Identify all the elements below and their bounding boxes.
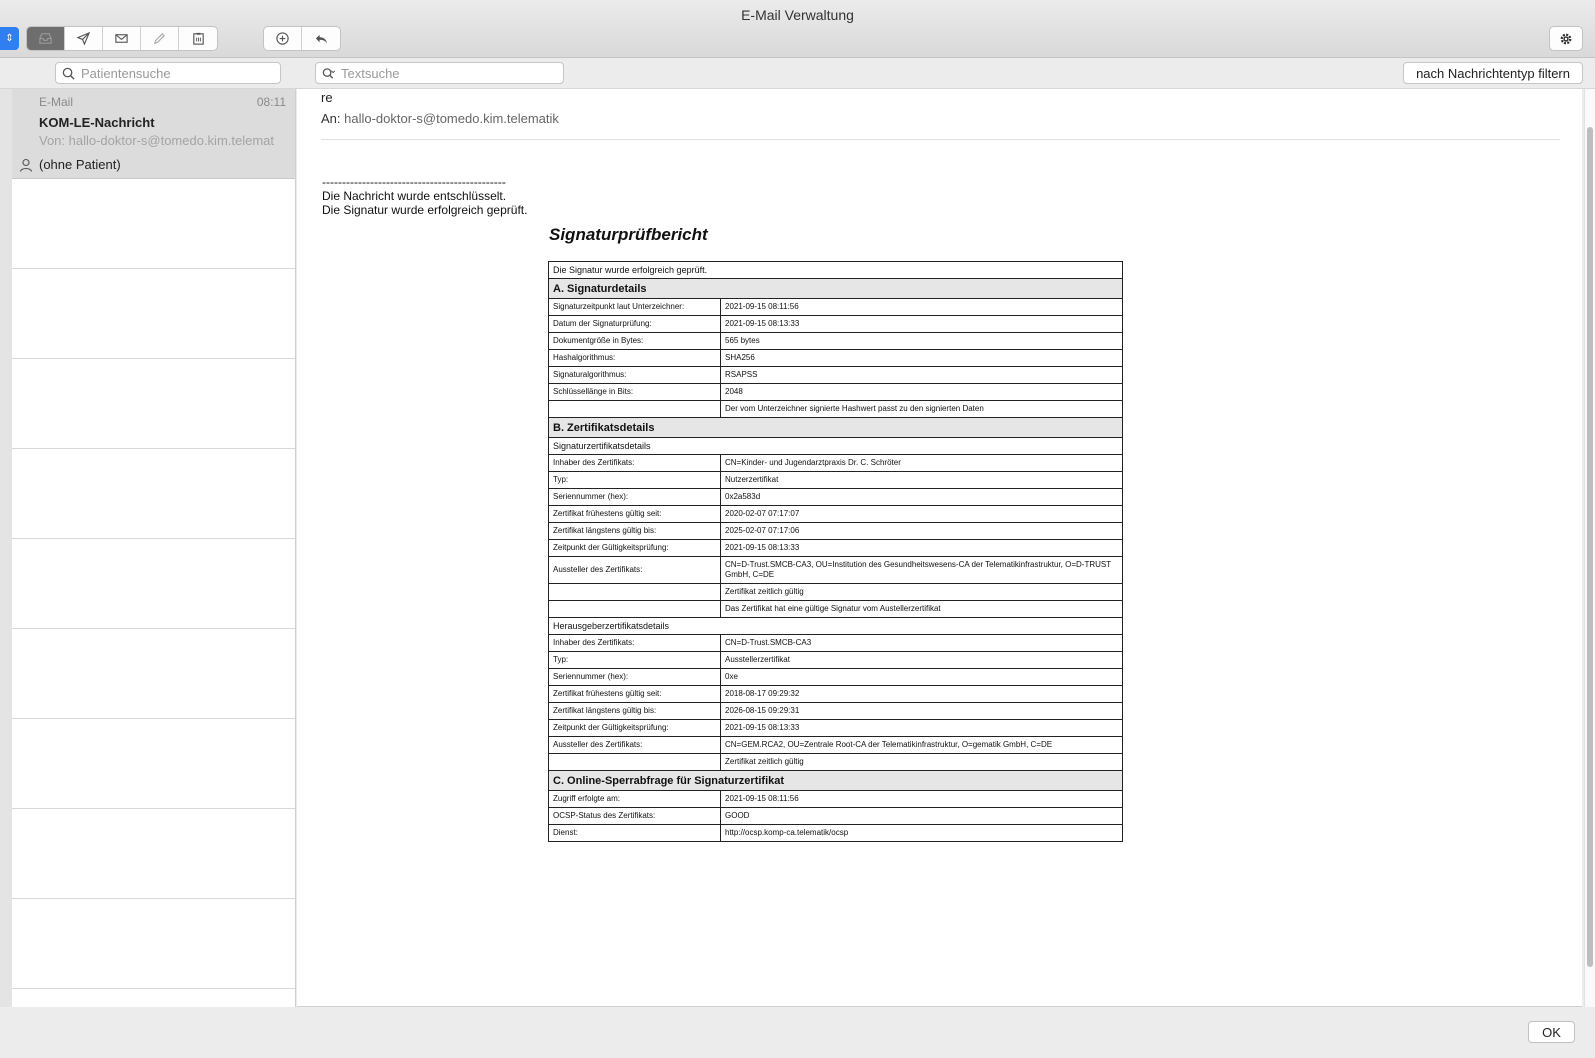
patient-search-input[interactable] bbox=[55, 62, 281, 84]
table-row: Inhaber des Zertifikats: CN=D-Trust.SMCB-CA3 bbox=[549, 635, 1123, 652]
header-divider bbox=[321, 139, 1560, 140]
mail-button[interactable] bbox=[103, 27, 141, 50]
view-stepper[interactable]: ⇕ bbox=[0, 27, 19, 50]
body-line: Die Signatur wurde erfolgreich geprüft. bbox=[322, 203, 528, 217]
report-title: Signaturprüfbericht bbox=[549, 225, 708, 244]
window-title: E-Mail Verwaltung bbox=[741, 7, 854, 23]
search-options-icon bbox=[322, 67, 335, 80]
mailbox-segmented-control bbox=[26, 26, 218, 51]
text-search-input[interactable] bbox=[315, 62, 564, 84]
settings-button[interactable] bbox=[1549, 26, 1583, 51]
table-row: Zugriff erfolgte am: 2021-09-15 08:11:56 bbox=[549, 791, 1123, 808]
message-header-subject: re bbox=[321, 90, 333, 105]
table-row: Dokumentgröße in Bytes: 565 bytes bbox=[549, 333, 1123, 350]
section-c-header: C. Online-Sperrabfrage für Signaturzertifikat bbox=[549, 771, 1123, 791]
empty-list-row bbox=[12, 269, 295, 359]
empty-list-row bbox=[12, 179, 295, 269]
empty-list-row bbox=[12, 539, 295, 629]
table-row: Zeitpunkt der Gültigkeitsprüfung: 2021-09-15 08:13:33 bbox=[549, 540, 1123, 557]
message-patient[interactable] bbox=[19, 157, 121, 172]
patient-search-placeholder: Patientensuche bbox=[81, 65, 171, 81]
empty-list-row bbox=[12, 449, 295, 539]
empty-list-row bbox=[12, 719, 295, 809]
section-a-header: A. Signaturdetails bbox=[549, 279, 1123, 299]
message-list-item[interactable] bbox=[12, 89, 295, 179]
table-row: Der vom Unterzeichner signierte Hashwert passt zu den signierten Daten bbox=[549, 401, 1123, 418]
table-row: Zertifikat zeitlich gültig bbox=[549, 584, 1123, 601]
table-row: Schlüssellänge in Bits: 2048 bbox=[549, 384, 1123, 401]
table-row: Signaturalgorithmus: RSAPSS bbox=[549, 367, 1123, 384]
message-from: Von: hallo-doktor-s@tomedo.kim.telemat bbox=[39, 133, 275, 148]
inbox-icon bbox=[38, 31, 53, 46]
table-row: Typ: Nutzerzertifikat bbox=[549, 472, 1123, 489]
scrollbar-thumb[interactable] bbox=[1587, 127, 1593, 967]
table-row: Zertifikat längstens gültig bis: 2025-02-07 07:17:06 bbox=[549, 523, 1123, 540]
table-row: Typ: Ausstellerzertifikat bbox=[549, 652, 1123, 669]
body-line: Die Nachricht wurde entschlüsselt. bbox=[322, 189, 507, 203]
person-icon bbox=[19, 158, 33, 172]
message-body bbox=[322, 175, 527, 217]
compose-button[interactable] bbox=[141, 27, 179, 50]
message-type: E-Mail bbox=[39, 95, 74, 109]
title-bar bbox=[0, 0, 1595, 58]
filter-by-type-button[interactable]: nach Nachrichtentyp filtern bbox=[1403, 62, 1583, 84]
message-time: 08:11 bbox=[256, 95, 286, 109]
empty-list-row bbox=[12, 809, 295, 899]
message-list bbox=[12, 89, 296, 1007]
envelope-icon bbox=[114, 31, 129, 46]
table-row: Zeitpunkt der Gültigkeitsprüfung: 2021-09-15 08:13:33 bbox=[549, 720, 1123, 737]
table-row: Datum der Signaturprüfung: 2021-09-15 08:13:33 bbox=[549, 316, 1123, 333]
send-icon bbox=[76, 31, 91, 46]
add-button[interactable] bbox=[264, 27, 302, 50]
message-content bbox=[297, 89, 1582, 1007]
message-header-to bbox=[321, 111, 559, 126]
table-row: Das Zertifikat hat eine gültige Signatur vom Austellerzertifikat bbox=[549, 601, 1123, 618]
inbox-button[interactable] bbox=[27, 27, 65, 50]
empty-list-row bbox=[12, 899, 295, 989]
table-row: Aussteller des Zertifikats: CN=GEM.RCA2, OU=Zentrale Root-CA der Telematikinfrastruktur, O=gematik GmbH, C=DE bbox=[549, 737, 1123, 754]
table-row: Dienst: http://ocsp.komp-ca.telematik/ocsp bbox=[549, 825, 1123, 842]
reply-icon bbox=[314, 31, 329, 46]
clipboard-icon bbox=[191, 31, 206, 46]
search-bar bbox=[0, 58, 1595, 89]
table-row: Aussteller des Zertifikats: CN=D-Trust.SMCB-CA3, OU=Institution des Gesundheitswesens-CA der Telematikinfrastruktur, O=D-TRUST GmbH, C=DE bbox=[549, 557, 1123, 584]
body-separator: ---------------------------------------------- bbox=[322, 175, 506, 189]
table-row: Signaturzeitpunkt laut Unterzeichner: 2021-09-15 08:11:56 bbox=[549, 299, 1123, 316]
add-icon bbox=[275, 31, 290, 46]
message-patient-label: (ohne Patient) bbox=[39, 157, 121, 172]
empty-list-row bbox=[12, 629, 295, 719]
report-intro: Die Signatur wurde erfolgreich geprüft. bbox=[549, 262, 1123, 279]
table-row: Hashalgorithmus: SHA256 bbox=[549, 350, 1123, 367]
action-segmented-control bbox=[263, 26, 341, 51]
table-row: Zertifikat längstens gültig bis: 2026-08-15 09:29:31 bbox=[549, 703, 1123, 720]
section-b-header: B. Zertifikatsdetails bbox=[549, 418, 1123, 438]
table-row: Zertifikat frühestens gültig seit: 2020-02-07 07:17:07 bbox=[549, 506, 1123, 523]
to-label: An: bbox=[321, 111, 341, 126]
search-icon bbox=[62, 67, 75, 80]
dialog-footer bbox=[0, 1007, 1595, 1058]
table-row: Zertifikat zeitlich gültig bbox=[549, 754, 1123, 771]
clipboard-button[interactable] bbox=[179, 27, 217, 50]
sent-button[interactable] bbox=[65, 27, 103, 50]
table-row: Seriennummer (hex): 0x2a583d bbox=[549, 489, 1123, 506]
message-subject: KOM-LE-Nachricht bbox=[39, 115, 155, 130]
ok-button[interactable]: OK bbox=[1528, 1021, 1575, 1043]
to-address[interactable]: hallo-doktor-s@tomedo.kim.telematik bbox=[344, 111, 559, 126]
table-row: Zertifikat frühestens gültig seit: 2018-08-17 09:29:32 bbox=[549, 686, 1123, 703]
left-gutter bbox=[0, 89, 12, 1007]
section-b-subheader: Herausgeberzertifikatsdetails bbox=[549, 618, 1123, 635]
gear-icon bbox=[1558, 31, 1574, 47]
section-b-subheader: Signaturzertifikatsdetails bbox=[549, 438, 1123, 455]
text-search-placeholder: Textsuche bbox=[341, 65, 400, 81]
pen-icon bbox=[152, 31, 167, 46]
table-row: OCSP-Status des Zertifikats: GOOD bbox=[549, 808, 1123, 825]
table-row: Inhaber des Zertifikats: CN=Kinder- und Jugendarztpraxis Dr. C. Schröter bbox=[549, 455, 1123, 472]
reply-button[interactable] bbox=[302, 27, 340, 50]
empty-list-row bbox=[12, 359, 295, 449]
table-row: Seriennummer (hex): 0xe bbox=[549, 669, 1123, 686]
content-scrollbar[interactable] bbox=[1584, 89, 1595, 1007]
signature-report-table bbox=[548, 261, 1123, 842]
